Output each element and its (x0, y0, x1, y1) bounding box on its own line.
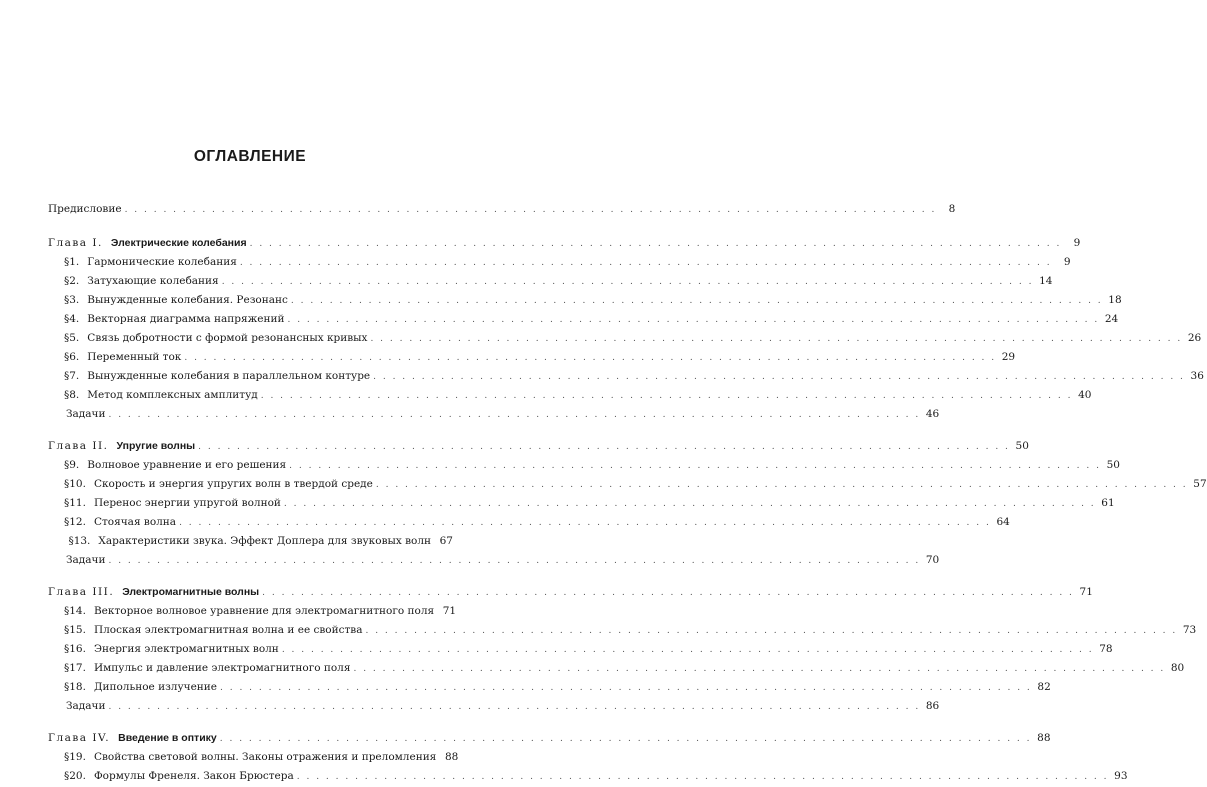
section-number: §11. (64, 497, 86, 509)
toc-entry[interactable] (48, 678, 1051, 697)
entry-title: Векторное волновое уравнение для электромагнитного поля (93, 605, 435, 617)
toc-entry[interactable] (48, 602, 457, 621)
entry-title: Задачи (66, 408, 106, 420)
page-number: 78 (1099, 643, 1113, 655)
dot-leader (373, 368, 1185, 387)
page-number: 46 (925, 408, 940, 420)
dot-leader (282, 641, 1094, 660)
chapter-label: Глава IV. (48, 732, 111, 744)
entry-title: Плоская электромагнитная волна и ее свойства (93, 624, 363, 636)
table-of-contents (48, 200, 1207, 786)
entry-title: Вынужденные колебания в параллельном контуре (87, 370, 371, 382)
dot-leader (108, 698, 920, 717)
chapter-heading[interactable] (48, 583, 1093, 602)
page-number: 64 (996, 516, 1010, 528)
page-number: 67 (439, 535, 453, 547)
chapter-title: Электромагнитные волны (122, 586, 260, 598)
section-number: §5. (64, 332, 80, 344)
dot-leader (365, 622, 1177, 641)
page-number: 71 (1079, 586, 1093, 598)
entry-title: Переменный ток (87, 351, 182, 363)
dot-leader (184, 349, 996, 368)
section-number: §19. (64, 751, 86, 763)
dot-leader (284, 495, 1096, 514)
entry-title: Затухающие колебания (87, 275, 219, 287)
chapter-title: Электрические колебания (110, 237, 247, 249)
entry-title: Энергия электромагнитных волн (93, 643, 279, 655)
section-number: §9. (64, 459, 80, 471)
toc-entry[interactable] (48, 456, 1120, 475)
toc-entry[interactable] (48, 767, 1128, 786)
page-number: 88 (1037, 732, 1051, 744)
chapter-label: Глава I. (48, 237, 103, 249)
dot-leader (179, 514, 991, 533)
toc-entry[interactable] (48, 494, 1115, 513)
page-number: 9 (1073, 237, 1081, 249)
toc-entry[interactable] (48, 386, 1092, 405)
toc-entry[interactable] (48, 621, 1197, 640)
toc-entry-tasks[interactable] (48, 405, 940, 424)
entry-title: Задачи (66, 554, 106, 566)
dot-leader (287, 311, 1099, 330)
page-number: 61 (1101, 497, 1115, 509)
entry-title: Предисловие (48, 203, 122, 215)
toc-entry[interactable] (48, 329, 1202, 348)
toc-entry[interactable] (48, 291, 1122, 310)
section-number: §10. (64, 478, 86, 490)
entry-title: Дипольное излучение (93, 681, 218, 693)
chapter-title: Введение в оптику (118, 732, 217, 744)
dot-leader (220, 679, 1032, 698)
entry-title: Векторная диаграмма напряжений (87, 313, 285, 325)
page-number: 14 (1039, 275, 1053, 287)
toc-entry[interactable] (48, 659, 1185, 678)
page-number: 86 (925, 700, 940, 712)
toc-entry[interactable] (48, 253, 1071, 272)
dot-leader (198, 438, 1010, 457)
toc-entry[interactable] (48, 513, 1010, 532)
entry-title: Стоячая волна (93, 516, 177, 528)
entry-title: Метод комплексных амплитуд (87, 389, 258, 401)
page-number: 70 (925, 554, 940, 566)
dot-leader (353, 660, 1165, 679)
toc-entry[interactable] (48, 475, 1207, 494)
entry-title: Свойства световой волны. Законы отражения и преломления (93, 751, 437, 763)
toc-entry[interactable] (48, 310, 1119, 329)
entry-title: Задачи (66, 700, 106, 712)
entry-title: Вынужденные колебания. Резонанс (87, 294, 288, 306)
dot-leader (250, 235, 1062, 254)
toc-entry-tasks[interactable] (48, 697, 940, 716)
dot-leader (222, 273, 1034, 292)
section-number: §13. (68, 535, 91, 547)
page-number: 36 (1190, 370, 1204, 382)
page-number: 82 (1037, 681, 1051, 693)
section-number: §20. (64, 770, 86, 782)
toc-entry-tasks[interactable] (48, 551, 940, 570)
section-number: §4. (64, 313, 80, 325)
dot-leader (240, 254, 1052, 273)
entry-title: Формулы Френеля. Закон Брюстера (93, 770, 294, 782)
page-number: 24 (1104, 313, 1119, 325)
page-number: 29 (1001, 351, 1016, 363)
entry-title: Импульс и давление электромагнитного поля (93, 662, 351, 674)
toc-entry-preface[interactable] (48, 200, 956, 219)
entry-title: Связь добротности с формой резонансных кривых (87, 332, 368, 344)
dot-leader (108, 552, 920, 571)
chapter-label: Глава II. (48, 440, 109, 452)
section-number: §12. (64, 516, 86, 528)
section-number: §1. (64, 256, 80, 268)
dot-leader (220, 730, 1032, 749)
section-number: §16. (64, 643, 86, 655)
toc-entry[interactable] (48, 272, 1053, 291)
toc-entry[interactable] (48, 532, 453, 551)
chapter-label: Глава III. (48, 586, 115, 598)
dot-leader (291, 292, 1103, 311)
entry-title: Волновое уравнение и его решения (87, 459, 287, 471)
page-number: 57 (1193, 478, 1207, 490)
section-number: §17. (64, 662, 86, 674)
dot-leader (370, 330, 1182, 349)
section-number: §7. (64, 370, 80, 382)
section-number: §3. (64, 294, 80, 306)
page-title: ОГЛАВЛЕНИЕ (193, 148, 307, 165)
entry-title: Скорость и энергия упругих волн в твердой среде (93, 478, 373, 490)
section-number: §8. (64, 389, 80, 401)
section-number: §6. (64, 351, 80, 363)
dot-leader (125, 201, 937, 220)
page-number: 26 (1187, 332, 1202, 344)
dot-leader (289, 457, 1101, 476)
chapter-title: Упругие волны (116, 440, 196, 452)
chapter-heading[interactable] (48, 234, 1081, 253)
dot-leader (262, 584, 1074, 603)
entry-title: Характеристики звука. Эффект Доплера для звуковых волн (98, 535, 431, 547)
page-number: 50 (1015, 440, 1029, 452)
toc-entry[interactable] (48, 348, 1016, 367)
toc-entry[interactable] (48, 640, 1113, 659)
toc-entry[interactable] (48, 748, 459, 767)
entry-title: Перенос энергии упругой волной (93, 497, 281, 509)
page-number: 88 (444, 751, 459, 763)
section-number: §15. (64, 624, 86, 636)
page-number: 50 (1106, 459, 1120, 471)
page-number: 40 (1078, 389, 1092, 401)
dot-leader (108, 406, 920, 425)
section-number: §18. (64, 681, 86, 693)
page-number: 80 (1170, 662, 1185, 674)
chapter-heading[interactable] (48, 437, 1029, 456)
section-number: §2. (64, 275, 80, 287)
page-number: 8 (948, 203, 956, 215)
section-number: §14. (64, 605, 86, 617)
chapter-heading[interactable] (48, 729, 1051, 748)
page-number: 18 (1108, 294, 1122, 306)
dot-leader (261, 387, 1073, 406)
page-number: 73 (1182, 624, 1197, 636)
page-number: 9 (1063, 256, 1071, 268)
dot-leader (376, 476, 1188, 495)
page-number: 93 (1114, 770, 1128, 782)
dot-leader (297, 768, 1109, 787)
toc-entry[interactable] (48, 367, 1204, 386)
entry-title: Гармонические колебания (87, 256, 237, 268)
page-number: 71 (442, 605, 457, 617)
